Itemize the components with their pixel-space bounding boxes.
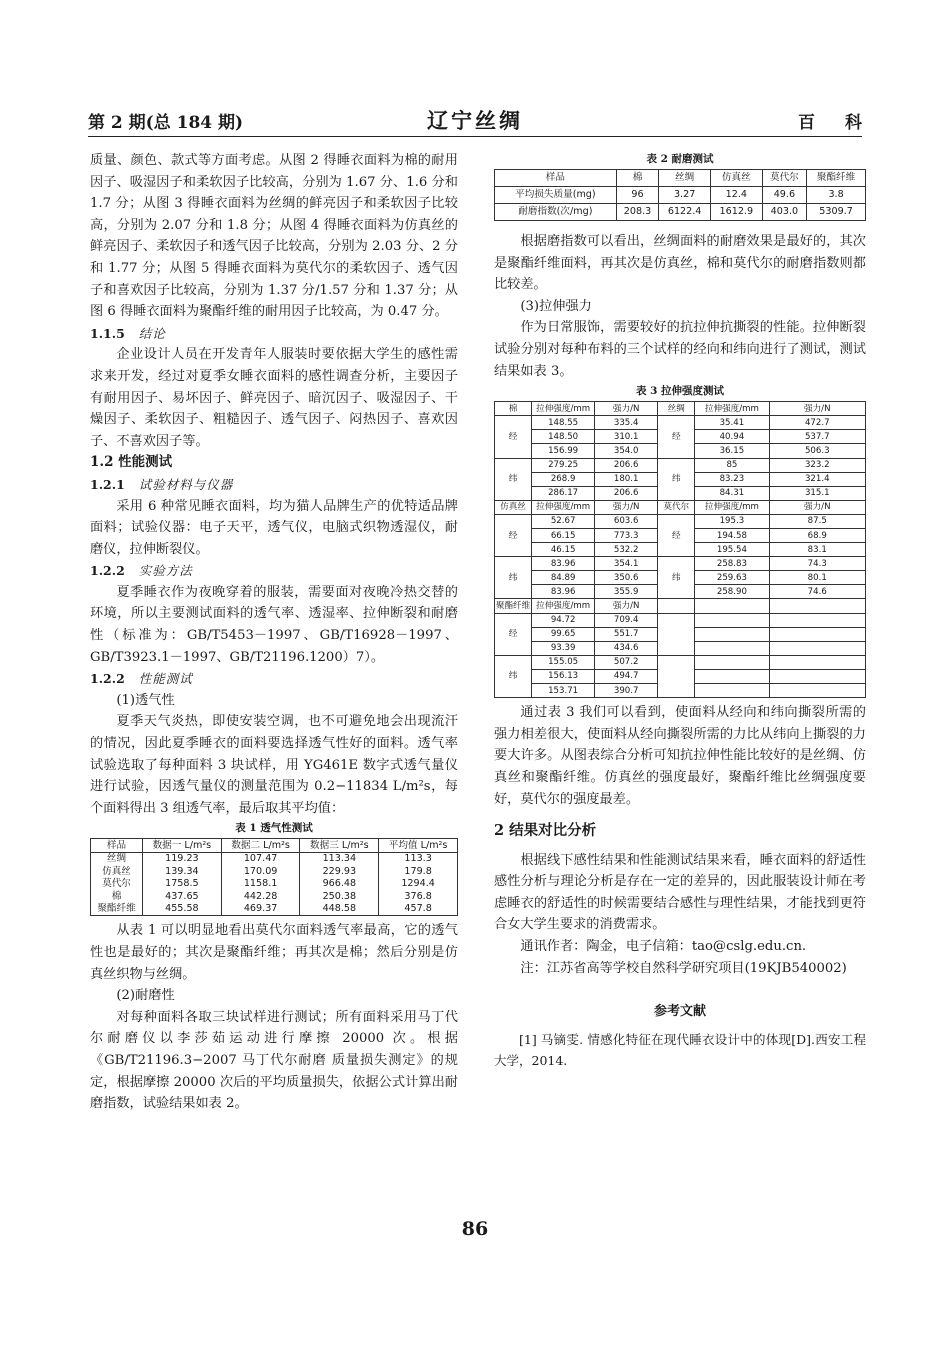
table-header-row: 样品 数据一 L/m²s 数据二 L/m²s 数据三 L/m²s 平均值 L/m²s [91,839,458,853]
page-number: 86 [461,1218,489,1240]
table-row: 268.9 180.1 83.23 321.4 [495,472,866,486]
table-row: 仿真丝 139.34 170.09 229.93 179.8 [91,865,458,878]
section-heading-1-2-1: 1.2.1 试验材料与仪器 [90,476,234,492]
paragraph: 采用 6 种常见睡衣面料，均为猫人品牌生产的优特适品牌面料；试验仪器：电子天平，透气仪，电脑式织物透湿仪，耐磨仪，拉伸断裂仪。 [90,498,458,557]
table2-abrasion [494,169,866,221]
table-row: 156.13 494.7 [495,669,866,683]
table-row: 莫代尔 1758.5 1158.1 966.48 1294.4 [91,878,458,891]
funding-note: 注：江苏省高等学校自然科学研究项目(19KJB540002) [520,960,847,976]
left-column [90,150,458,1115]
table-row: 经 94.72 709.4 [495,613,866,627]
table-row: 经 148.55 335.4 经 35.41 472.7 [495,416,866,430]
table-row: 83.96 355.9 258.90 74.6 [495,585,866,599]
table-row: 经 52.67 603.6 经 195.3 87.5 [495,514,866,528]
paragraph: 夏季天气炎热，即使安装空调，也不可避免地会出现流汗的情况，因此夏季睡衣的面料要选择透气性好的面料。透气率试验选取了每种面料 3 块试样，用 YG461E 数字式透气量仪进行试验，因透气量仪的测量范围为 0.2−11834 L/m²s，每个面料得出 3 组透气率，最后取其平均值： [90,714,458,816]
references-title: 参考文献 [653,1004,706,1020]
table-row: 84.89 350.6 259.63 80.1 [495,571,866,585]
journal-title: 辽宁丝绸 [427,108,523,133]
paragraph: 从表 1 可以明显地看出莫代尔面料透气率最高，它的透气性也是最好的；其次是聚酯纤维；再其次是棉；然后分别是仿真丝织物与丝绸。 [90,923,458,982]
paragraph: 根据线下感性结果和性能测试结果来看，睡衣面料的舒适性感性分析与理论分析是存在一定的差异的，因此服装设计师在考虑睡衣的舒适性的时候需要结合感性与理性结果，才能找到更符合女大学生要求的消费需求。 [494,852,866,933]
paragraph: 企业设计人员在开发青年人服装时要依据大学生的感性需求来开发，经过对夏季女睡衣面料的感性调查分析，主要因子有耐用因子、易坏因子、鲜亮因子、暗沉因子、吸湿因子、干燥因子、柔软因子、粗糙因子、透气因子、闷热因子、喜欢因子、不喜欢因子等。 [90,347,458,449]
section-heading-1-2: 1.2 性能测试 [90,454,173,471]
table-header-row: 仿真丝 拉伸强度/mm 强力/N 莫代尔 拉伸强度/mm 强力/N [495,500,866,514]
section-heading-1-2-2: 1.2.2 实验方法 [90,563,193,579]
issue-label: 第 2 期(总 184 期) [88,113,244,133]
table3-caption: 表 3 拉伸强度测试 [635,385,725,398]
section-label: 百科 [798,113,892,133]
table-row: 99.65 551.7 [495,627,866,641]
paragraph: 根据磨指数可以看出，丝绸面料的耐磨效果是最好的，其次是聚酯纤维面料，再其次是仿真丝，棉和莫代尔的耐磨指数则都比较差。 [494,234,866,293]
table-header-row: 样品 棉 丝绸 仿真丝 莫代尔 聚酯纤维 [495,170,866,187]
paragraph: 对每种面料各取三块试样进行测试；所有面料采用马丁代尔耐磨仪以李莎茹运动进行摩擦 20000 次。根据《GB/T21196.3−2007 马丁代尔耐磨 质量损失测定》的规定，根据摩擦 20000 次后的平均质量损失，依据公式计算出耐磨指数，试验结果如表 2。 [90,1009,458,1112]
table-header-row: 聚酯纤维 拉伸强度/mm 强力/N [495,599,866,613]
table3-tensile [494,401,866,698]
subheading-abrasion: (2)耐磨性 [116,988,175,1004]
table-row: 丝绸 119.23 107.47 113.34 113.3 [91,852,458,865]
table-row: 156.99 354.0 36.15 506.3 [495,444,866,458]
table-row: 纬 83.96 354.1 纬 258.83 74.3 [495,557,866,571]
table-row: 93.39 434.6 [495,641,866,655]
header-rule [88,136,862,137]
table-row: 66.15 773.3 194.58 68.9 [495,529,866,543]
section-heading-1-1-5: 1.1.5 结论 [90,325,166,341]
subheading-air-permeability: (1)透气性 [116,692,175,708]
table-row: 153.71 390.7 [495,684,866,698]
table-row: 棉 437.65 442.28 250.38 376.8 [91,890,458,903]
table-row: 聚酯纤维 455.58 469.37 448.58 457.8 [91,903,458,916]
table2-caption: 表 2 耐磨测试 [646,153,714,165]
table-row: 平均损失质量(mg) 96 3.27 12.4 49.6 3.8 [495,187,866,204]
table-row: 286.17 206.6 84.31 315.1 [495,486,866,500]
table-row: 耐磨指数(次/mg) 208.3 6122.4 1612.9 403.0 5309.7 [495,204,866,221]
table-row: 纬 155.05 507.2 [495,655,866,669]
subheading-tensile: (3)拉伸强力 [520,298,592,314]
table-row: 148.50 310.1 40.94 537.7 [495,430,866,444]
right-column [494,150,866,1072]
contact-info: 通讯作者：陶金，电子信箱：tao@cslg.edu.cn. [520,939,807,955]
paragraph: 作为日常服饰，需要较好的抗拉伸抗撕裂的性能。拉伸断裂试验分别对每种布料的三个试样的经向和纬向进行了测试，测试结果如表 3。 [494,320,866,379]
table-row: 46.15 532.2 195.54 83.1 [495,543,866,557]
table-header-row: 棉 拉伸强度/mm 强力/N 丝绸 拉伸强度/mm 强力/N [495,402,866,416]
reference-item: [1] 马镝雯. 情感化特征在现代睡衣设计中的体现[D].西安工程大学，2014. [494,1031,866,1069]
table1-caption: 表 1 透气性测试 [235,822,313,835]
paragraph: 通过表 3 我们可以看到，使面料从经向和纬向撕裂所需的强力相差很大，使面料从经向撕裂所需的力比从纬向上撕裂的力要大许多。从图表综合分析可知抗拉伸性能比较好的是丝绸、仿真丝和聚酯纤维。仿真丝的强度最好，聚酯纤维比丝绸强度要好，莫代尔的强度最差。 [494,705,866,807]
running-header [88,108,892,134]
paragraph: 夏季睡衣作为夜晚穿着的服装，需要面对夜晚冷热交替的环境，所以主要测试面料的透气率、透湿率、拉伸断裂和耐磨性（标准为：GB/T5453－1997、GB/T16928－1997、GB/T3923.1－1997、GB/T21196.1200）7）。 [90,584,458,665]
paragraph: 质量、颜色、款式等方面考虑。从图 2 得睡衣面料为棉的耐用因子、吸湿因子和柔软因子比较高，分别为 1.67 分、1.6 分和 1.7 分；从图 3 得睡衣面料为丝绸的鲜亮因子和柔软因子比较高，分别为 2.07 分和 1.8 分；从图 4 得睡衣面料为仿真丝的鲜亮因子、柔软因子和透气因子比较高，分别为 2.03 分、2 分和 1.77 分；从图 5 得睡衣面料为莫代尔的柔软因子、透气因子和喜欢因子比较高，分别为 1.37 分/1.57 分和 1.37 分；从图 6 得睡衣面料为聚酯纤维的耐用因子比较高，为 0.47 分。 [90,153,458,320]
section-heading-1-2-2b: 1.2.2 性能测试 [90,671,193,687]
table1-air-permeability [90,838,458,916]
section-heading-2: 2 结果对比分析 [494,822,597,840]
table-row: 纬 279.25 206.6 纬 85 323.2 [495,458,866,472]
